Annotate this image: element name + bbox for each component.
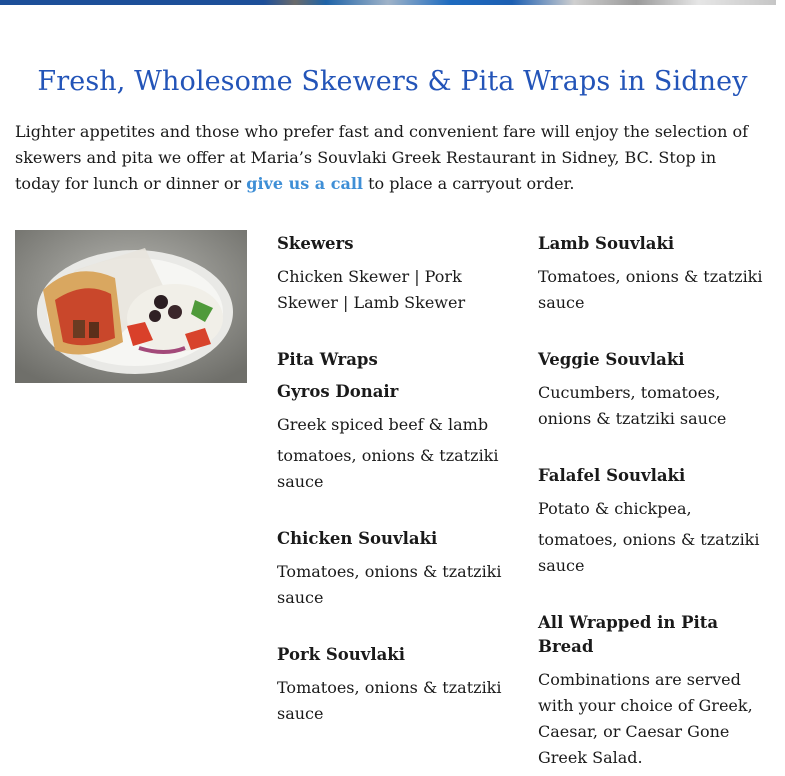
gyros-donair-toppings: tomatoes, onions & tzatziki sauce [277, 446, 499, 491]
falafel-souvlaki-description: Potato & chickpea, [538, 499, 692, 518]
chicken-souvlaki-description: Tomatoes, onions & tzatziki sauce [277, 562, 502, 607]
intro-paragraph [15, 119, 760, 197]
veggie-souvlaki-description: Cucumbers, tomatoes, onions & tzatziki sauce [538, 383, 727, 428]
veggie-souvlaki-heading: Veggie Souvlaki [538, 350, 685, 369]
call-link[interactable]: give us a call [246, 174, 363, 193]
gyros-donair-heading: Gyros Donair [277, 382, 399, 401]
lamb-souvlaki-heading: Lamb Souvlaki [538, 234, 675, 253]
header-banner-image [0, 0, 776, 5]
page-title: Fresh, Wholesome Skewers & Pita Wraps in Sidney [37, 66, 748, 97]
menu-column-left [277, 232, 507, 732]
gyros-donair-description: Greek spiced beef & lamb [277, 415, 489, 434]
menu-column-right [538, 232, 773, 776]
chicken-souvlaki-heading: Chicken Souvlaki [277, 529, 438, 548]
all-wrapped-description: Combinations are served with your choice of Greek, Caesar, or Caesar Gone Greek Salad. [538, 670, 753, 767]
pork-souvlaki-description: Tomatoes, onions & tzatziki sauce [277, 678, 502, 723]
gyro-plate-photo [15, 230, 247, 383]
lamb-souvlaki-description: Tomatoes, onions & tzatziki sauce [538, 267, 763, 312]
pita-wraps-heading: Pita Wraps [277, 350, 378, 369]
intro-text-end: to place a carryout order. [362, 174, 575, 193]
plate-illustration-icon [15, 230, 247, 383]
intro-text: Lighter appetites and those who prefer fast and convenient fare will enjoy the selection of skewers and pita we offer at Maria’s Souvlaki Greek Restaurant in Sidney, BC. Stop in today for lunch or dinner or [15, 122, 749, 193]
pork-souvlaki-heading: Pork Souvlaki [277, 645, 406, 664]
all-wrapped-heading: All Wrapped in Pita Bread [538, 613, 719, 656]
skewers-heading: Skewers [277, 234, 354, 253]
falafel-souvlaki-heading: Falafel Souvlaki [538, 466, 686, 485]
falafel-souvlaki-toppings: tomatoes, onions & tzatziki sauce [538, 530, 760, 575]
skewers-description: Chicken Skewer | Pork Skewer | Lamb Skewer [277, 267, 466, 312]
